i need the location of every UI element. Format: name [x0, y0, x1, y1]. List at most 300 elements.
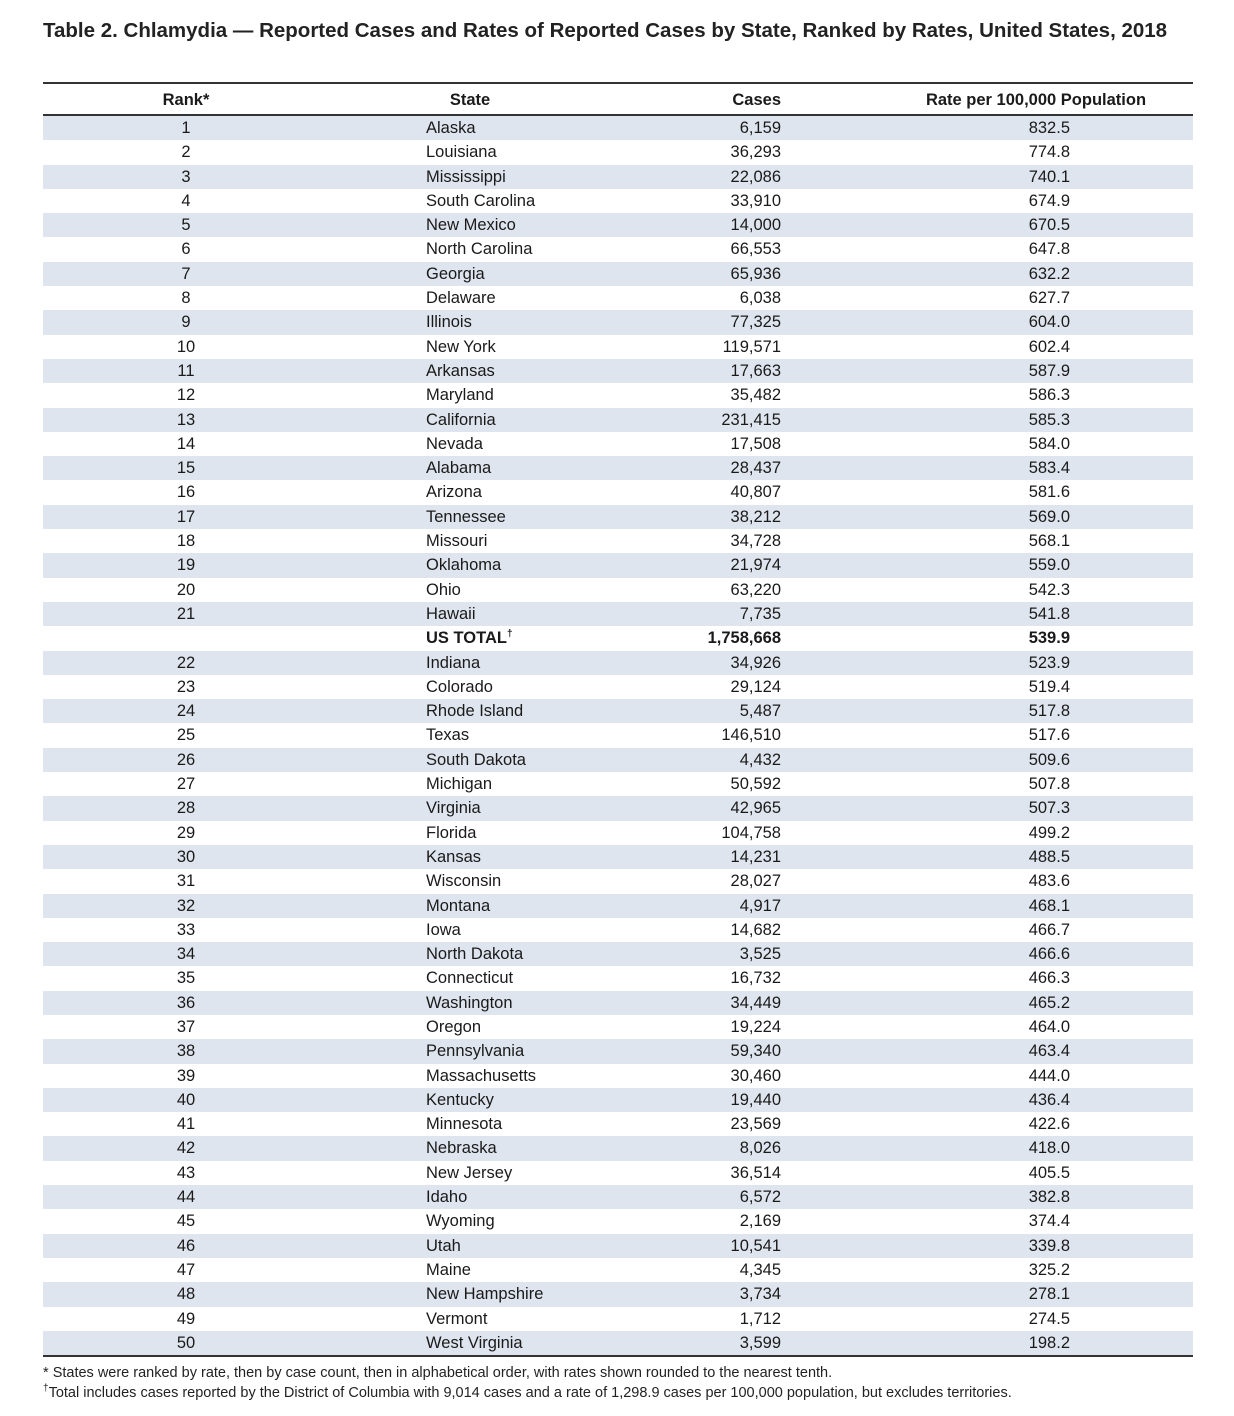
cell-cases-text: 19,440 [730, 1090, 781, 1109]
cell-rate [970, 821, 1070, 845]
cell-state-text: Wyoming [426, 1212, 495, 1231]
cell-rank-text: 42 [176, 1139, 196, 1158]
cell-state [426, 553, 676, 577]
cell-state [426, 748, 676, 772]
cell-rate [970, 1234, 1070, 1258]
cell-rank [139, 1112, 233, 1136]
cell-state [426, 626, 676, 650]
cell-cases-text: 17,663 [730, 361, 781, 380]
cell-state-text: Vermont [426, 1309, 488, 1328]
cell-state [426, 1282, 676, 1306]
cell-rank [139, 796, 233, 820]
cell-rank-text: 45 [176, 1212, 196, 1231]
cell-rank [139, 966, 233, 990]
cell-cases [681, 432, 781, 456]
cell-rank [139, 894, 233, 918]
cell-rank [139, 699, 233, 723]
cell-cases [681, 1161, 781, 1185]
cell-cases [681, 1015, 781, 1039]
cell-cases [681, 1136, 781, 1160]
cell-state-text: Oklahoma [426, 556, 502, 575]
table-row [43, 1234, 1193, 1258]
cell-rank-text: 18 [176, 532, 196, 551]
cell-rank [139, 480, 233, 504]
cell-rank [139, 821, 233, 845]
cell-state-text: Connecticut [426, 969, 514, 988]
table-row [43, 1161, 1193, 1185]
cell-rate [970, 772, 1070, 796]
table-row [43, 869, 1193, 893]
cell-rate-text: 418.0 [1028, 1139, 1070, 1158]
cell-rate [970, 310, 1070, 334]
table-row [43, 529, 1193, 553]
cell-cases [681, 699, 781, 723]
cell-state-text: Maryland [426, 386, 494, 405]
cell-rate [970, 456, 1070, 480]
cell-rate-text: 627.7 [1028, 289, 1070, 308]
table-row [43, 480, 1193, 504]
total-row [43, 626, 1193, 650]
cell-rate [970, 140, 1070, 164]
cell-rate [970, 651, 1070, 675]
cell-rank [139, 505, 233, 529]
cell-cases [681, 578, 781, 602]
cell-cases-text: 77,325 [730, 313, 781, 332]
cell-rate-text: 325.2 [1028, 1260, 1070, 1279]
footnote-star [43, 1363, 1193, 1383]
cell-rank [139, 1331, 233, 1355]
cell-rank-text: 19 [176, 556, 196, 575]
cell-rate-text: 339.8 [1028, 1236, 1070, 1255]
cell-rank-text: 29 [176, 823, 196, 842]
cell-rank-text: 20 [176, 580, 196, 599]
cell-rate-text: 832.5 [1028, 119, 1070, 137]
cell-state [426, 1331, 676, 1355]
table-row [43, 286, 1193, 310]
cell-rank-text: 49 [176, 1309, 196, 1328]
table-row [43, 942, 1193, 966]
cell-rank [139, 1015, 233, 1039]
cell-state [426, 432, 676, 456]
cell-rank [139, 310, 233, 334]
cell-rank-text: 43 [176, 1163, 196, 1182]
cell-cases-text: 28,437 [730, 459, 781, 478]
cell-cases [681, 553, 781, 577]
cell-rate-text: 517.8 [1028, 702, 1070, 721]
cell-cases [681, 165, 781, 189]
cell-cases [681, 845, 781, 869]
cell-rank [139, 918, 233, 942]
cell-rate [970, 383, 1070, 407]
cell-cases-text: 3,734 [739, 1285, 781, 1304]
table-row [43, 432, 1193, 456]
cell-state-text: North Carolina [426, 240, 533, 259]
cell-cases-text: 2,169 [739, 1212, 781, 1231]
cell-rank-text: 36 [176, 993, 196, 1012]
cell-state [426, 1161, 676, 1185]
cell-rank-text: 50 [176, 1333, 196, 1352]
cell-rate [970, 213, 1070, 237]
cell-state-text: Delaware [426, 289, 496, 308]
cell-rate [970, 1015, 1070, 1039]
cell-rate [970, 1161, 1070, 1185]
cell-cases-text: 23,569 [730, 1115, 781, 1134]
cell-state-text: Arkansas [426, 361, 495, 380]
table-row [43, 189, 1193, 213]
table-row [43, 1185, 1193, 1209]
cell-cases [681, 1282, 781, 1306]
cell-rate [970, 748, 1070, 772]
table-row [43, 966, 1193, 990]
table-row [43, 796, 1193, 820]
cell-rank [139, 1185, 233, 1209]
cell-cases-text: 6,572 [739, 1188, 781, 1207]
cell-rate [970, 1282, 1070, 1306]
cell-state [426, 1136, 676, 1160]
cell-rank-text: 35 [176, 969, 196, 988]
table-row [43, 237, 1193, 261]
cell-rank-text: 48 [176, 1285, 196, 1304]
cell-rank-text: 24 [176, 702, 196, 721]
cell-state [426, 359, 676, 383]
table-row [43, 553, 1193, 577]
cell-rate [970, 845, 1070, 869]
cell-rate [970, 1039, 1070, 1063]
cell-state-text: Florida [426, 823, 477, 842]
table-row [43, 1307, 1193, 1331]
cell-cases-text: 33,910 [730, 191, 781, 210]
cell-rank-text: 7 [181, 264, 191, 283]
cell-state-text: Mississippi [426, 167, 506, 186]
table-row [43, 140, 1193, 164]
cell-cases-text: 3,525 [739, 945, 781, 964]
cell-rate-text: 466.7 [1028, 920, 1070, 939]
cell-state-text: Oregon [426, 1017, 482, 1036]
cell-cases-text: 6,159 [739, 119, 781, 137]
cell-cases-text: 1,758,668 [707, 629, 781, 648]
cell-state [426, 213, 676, 237]
cell-rank [139, 748, 233, 772]
cell-state [426, 845, 676, 869]
table-row [43, 1039, 1193, 1063]
cell-state-text: Minnesota [426, 1115, 503, 1134]
table-row [43, 1282, 1193, 1306]
cell-rate-text: 581.6 [1028, 483, 1070, 502]
cell-state-text: Illinois [426, 313, 472, 332]
cell-rate [970, 894, 1070, 918]
cell-rate-text: 541.8 [1028, 604, 1070, 623]
cell-cases [681, 529, 781, 553]
cell-state [426, 1185, 676, 1209]
cell-state [426, 310, 676, 334]
cell-cases [681, 675, 781, 699]
cell-state [426, 723, 676, 747]
cell-rank [139, 1282, 233, 1306]
cell-state [426, 869, 676, 893]
cell-cases [681, 772, 781, 796]
cell-state-text: South Dakota [426, 750, 526, 769]
cell-state-text: Maine [426, 1260, 471, 1279]
cell-rate [970, 1112, 1070, 1136]
cell-state [426, 1064, 676, 1088]
cell-cases-text: 28,027 [730, 872, 781, 891]
cell-cases [681, 821, 781, 845]
cell-rank [139, 1039, 233, 1063]
table-row [43, 310, 1193, 334]
table-row [43, 894, 1193, 918]
cell-state-text: New Jersey [426, 1163, 513, 1182]
cell-state-text: Ohio [426, 580, 461, 599]
table-header [43, 84, 1193, 116]
footnote-star-mark: * [43, 1365, 49, 1381]
cell-state [426, 286, 676, 310]
table-row [43, 165, 1193, 189]
cell-rate [970, 626, 1070, 650]
cell-cases [681, 1064, 781, 1088]
table-row [43, 408, 1193, 432]
cell-rate [970, 869, 1070, 893]
cell-rank [139, 942, 233, 966]
cell-rank-text: 38 [176, 1042, 196, 1061]
cell-cases [681, 602, 781, 626]
cell-rank-text: 30 [176, 847, 196, 866]
cell-rate [970, 529, 1070, 553]
cell-rank [139, 213, 233, 237]
cell-rate-text: 509.6 [1028, 750, 1070, 769]
cell-rate-text: 602.4 [1028, 337, 1070, 356]
cell-state [426, 1234, 676, 1258]
cell-rate [970, 237, 1070, 261]
cell-rate-text: 587.9 [1028, 361, 1070, 380]
cell-state-text: Missouri [426, 532, 488, 551]
cell-rate-text: 586.3 [1028, 386, 1070, 405]
cell-rank [139, 1136, 233, 1160]
cell-rank [139, 553, 233, 577]
cell-rate-text: 463.4 [1028, 1042, 1070, 1061]
cell-cases-text: 34,449 [730, 993, 781, 1012]
table-row [43, 1088, 1193, 1112]
cell-cases [681, 140, 781, 164]
data-table [43, 82, 1193, 1357]
cell-rank-text: 34 [176, 945, 196, 964]
cell-cases [681, 383, 781, 407]
cell-state-text: US TOTAL [426, 629, 507, 648]
cell-cases-text: 14,231 [730, 847, 781, 866]
cell-cases [681, 1039, 781, 1063]
cell-cases-text: 34,926 [730, 653, 781, 672]
cell-rank [139, 529, 233, 553]
table-row [43, 723, 1193, 747]
cell-cases [681, 991, 781, 1015]
cell-cases [681, 748, 781, 772]
cell-state-text: Indiana [426, 653, 481, 672]
cell-rate-text: 583.4 [1028, 459, 1070, 478]
cell-rate [970, 359, 1070, 383]
cell-rank-text: 40 [176, 1090, 196, 1109]
cell-cases-text: 50,592 [730, 775, 781, 794]
cell-rate-text: 507.3 [1028, 799, 1070, 818]
cell-rank [139, 359, 233, 383]
cell-state-text: Idaho [426, 1188, 468, 1207]
table-row [43, 335, 1193, 359]
cell-state-text: Texas [426, 726, 470, 745]
cell-rank [139, 869, 233, 893]
cell-rate-text: 436.4 [1028, 1090, 1070, 1109]
cell-rate-text: 466.6 [1028, 945, 1070, 964]
cell-rate-text: 198.2 [1028, 1333, 1070, 1352]
cell-cases [681, 456, 781, 480]
cell-rank [139, 723, 233, 747]
table-row [43, 845, 1193, 869]
cell-cases-text: 4,917 [739, 896, 781, 915]
cell-cases [681, 237, 781, 261]
cell-rank-text: 28 [176, 799, 196, 818]
cell-cases-text: 4,432 [739, 750, 781, 769]
cell-state [426, 894, 676, 918]
cell-rate-text: 674.9 [1028, 191, 1070, 210]
header-rate: Rate per 100,000 Population [925, 91, 1147, 109]
cell-rate-text: 519.4 [1028, 677, 1070, 696]
cell-rate-text: 568.1 [1028, 532, 1070, 551]
footnotes [43, 1363, 1193, 1403]
cell-state-text: New Hampshire [426, 1285, 544, 1304]
cell-rank [139, 165, 233, 189]
cell-rank-text: 46 [176, 1236, 196, 1255]
cell-rank-text: 16 [176, 483, 196, 502]
cell-cases [681, 966, 781, 990]
table-row [43, 578, 1193, 602]
table-row [43, 748, 1193, 772]
cell-rank [139, 1088, 233, 1112]
cell-cases-text: 36,514 [730, 1163, 781, 1182]
cell-state-text: Georgia [426, 264, 485, 283]
cell-rank-text: 14 [176, 434, 196, 453]
cell-rank [139, 116, 233, 140]
cell-state [426, 918, 676, 942]
cell-cases [681, 1258, 781, 1282]
cell-rank [139, 602, 233, 626]
cell-state-text: Pennsylvania [426, 1042, 525, 1061]
table-row [43, 213, 1193, 237]
cell-state [426, 651, 676, 675]
cell-state-text: Iowa [426, 920, 461, 939]
cell-rate-text: 468.1 [1028, 896, 1070, 915]
cell-rank [139, 1209, 233, 1233]
cell-rate-text: 466.3 [1028, 969, 1070, 988]
cell-cases [681, 626, 781, 650]
cell-state [426, 1088, 676, 1112]
cell-state-text: Montana [426, 896, 491, 915]
cell-state [426, 578, 676, 602]
cell-rank-text: 5 [181, 216, 191, 235]
cell-cases [681, 1209, 781, 1233]
table-row [43, 505, 1193, 529]
cell-rank [139, 456, 233, 480]
cell-rate-text: 444.0 [1028, 1066, 1070, 1085]
cell-cases-text: 30,460 [730, 1066, 781, 1085]
cell-rank-text: 6 [181, 240, 191, 259]
cell-rate [970, 675, 1070, 699]
cell-rank-text: 3 [181, 167, 191, 186]
cell-rank-text: 47 [176, 1260, 196, 1279]
cell-state-text: New Mexico [426, 216, 516, 235]
table-row [43, 359, 1193, 383]
cell-state [426, 675, 676, 699]
cell-state-text: Colorado [426, 677, 493, 696]
cell-state [426, 165, 676, 189]
cell-cases-text: 231,415 [721, 410, 781, 429]
cell-rank-text: 39 [176, 1066, 196, 1085]
cell-state [426, 189, 676, 213]
cell-state [426, 1258, 676, 1282]
cell-cases-text: 5,487 [739, 702, 781, 721]
cell-cases [681, 918, 781, 942]
cell-state-text: Alaska [426, 119, 476, 137]
cell-cases [681, 1331, 781, 1355]
cell-state [426, 1039, 676, 1063]
footnote-dagger [43, 1383, 1193, 1403]
cell-state [426, 456, 676, 480]
cell-rate-text: 542.3 [1028, 580, 1070, 599]
cell-cases-text: 104,758 [721, 823, 781, 842]
cell-cases-text: 34,728 [730, 532, 781, 551]
cell-cases [681, 651, 781, 675]
cell-rank-text: 22 [176, 653, 196, 672]
cell-cases-text: 59,340 [730, 1042, 781, 1061]
cell-cases-text: 65,936 [730, 264, 781, 283]
cell-cases-text: 8,026 [739, 1139, 781, 1158]
cell-rank [139, 845, 233, 869]
cell-rate [970, 966, 1070, 990]
cell-cases [681, 408, 781, 432]
cell-rank [139, 1234, 233, 1258]
cell-state-text: Tennessee [426, 507, 506, 526]
cell-rate-text: 604.0 [1028, 313, 1070, 332]
cell-cases-text: 63,220 [730, 580, 781, 599]
cell-cases-text: 35,482 [730, 386, 781, 405]
cell-rate [970, 602, 1070, 626]
cell-cases [681, 894, 781, 918]
table-row [43, 383, 1193, 407]
cell-rate-text: 374.4 [1028, 1212, 1070, 1231]
table-row [43, 456, 1193, 480]
cell-rate [970, 942, 1070, 966]
cell-cases-text: 21,974 [730, 556, 781, 575]
cell-state [426, 1015, 676, 1039]
cell-state-text: Alabama [426, 459, 492, 478]
cell-state-text: Wisconsin [426, 872, 502, 891]
header-cases: Cases [732, 91, 781, 109]
cell-cases-text: 7,735 [739, 604, 781, 623]
cell-rank-text: 33 [176, 920, 196, 939]
cell-rate-text: 670.5 [1028, 216, 1070, 235]
cell-rank [139, 991, 233, 1015]
cell-cases [681, 1088, 781, 1112]
table-row [43, 262, 1193, 286]
cell-cases-text: 29,124 [730, 677, 781, 696]
cell-rank-text: 23 [176, 677, 196, 696]
cell-rank-text: 17 [176, 507, 196, 526]
cell-rank-text: 8 [181, 289, 191, 308]
cell-state [426, 480, 676, 504]
cell-rank [139, 189, 233, 213]
cell-rank [139, 432, 233, 456]
cell-rank [139, 578, 233, 602]
cell-state [426, 335, 676, 359]
cell-state [426, 262, 676, 286]
cell-rank-text: 12 [176, 386, 196, 405]
table-row [43, 651, 1193, 675]
